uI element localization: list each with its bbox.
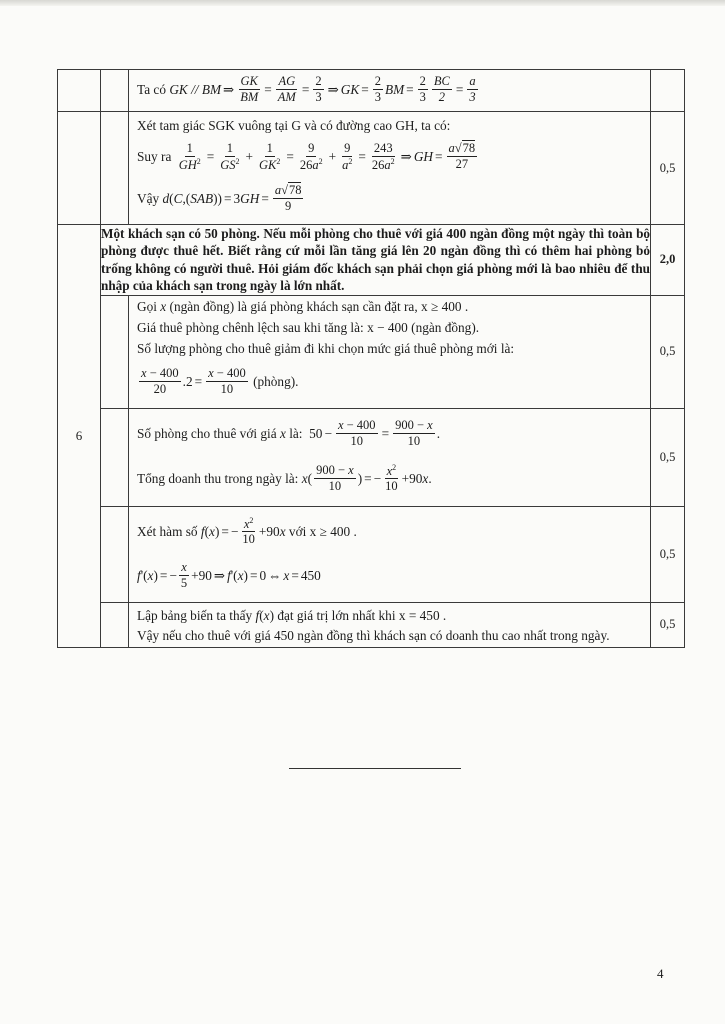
- question-number-cell: 6: [58, 225, 101, 648]
- step-cell: [101, 70, 129, 112]
- points-cell: [651, 70, 685, 112]
- table-row: [58, 506, 685, 602]
- triangle-intro: Xét tam giác SGK vuông tại G và có đường cao GH, ta có:: [137, 117, 451, 133]
- table-row: [58, 225, 685, 296]
- points-cell: 2,0: [651, 225, 685, 296]
- formula-distance: Vậy d ( C ,( SAB )) = 3 GH = $\frac{a√78}{9}$: [137, 183, 302, 214]
- step-cell: [101, 602, 129, 647]
- table-row: [58, 70, 685, 112]
- formula-revenue: Tổng doanh thu trong ngày là: x ( $\frac{900 - x}{10}$ ) = − $\frac{x^2}{10}$ +90 x .: [137, 462, 432, 494]
- variable-definition: Gọi x (ngàn đồng) là giá phòng khách sạn cần đặt ra, x ≥ 400 .: [137, 299, 469, 315]
- formula-function: Xét hàm số f ( x ) = − $\frac{x^2}{10}$ +90 x với x ≥ 400 .: [137, 515, 357, 547]
- end-divider: [289, 768, 461, 769]
- points-cell: 0,5: [651, 112, 685, 225]
- answer-content-cell: [129, 112, 651, 225]
- step-cell: [101, 506, 129, 602]
- answer-content-cell: [129, 70, 651, 112]
- question-number-cell: [58, 70, 101, 112]
- answer-key-table: [57, 69, 685, 648]
- step-cell: [101, 408, 129, 506]
- formula-gk-bm: Ta có GK // BM ⇒ $\frac{GK}{BM}$ = $\frac{AG}{AM}$ = $\frac{2}{3}$ ⇒ GK = $\frac{2}{3}$ BM = $\frac{2}{3}$ $\frac{BC}{2}$ = $\frac{a}{3}$: [137, 74, 476, 105]
- answer-content-cell: [129, 295, 651, 408]
- answer-content-cell: [129, 408, 651, 506]
- price-difference: Giá thuê phòng chênh lệch sau khi tăng là: x − 400 (ngàn đồng).: [137, 320, 480, 336]
- final-conclusion: Vậy nếu cho thuê với giá 450 ngàn đồng thì khách sạn có doanh thu cao nhất trong ngày.: [137, 627, 610, 643]
- variation-table-result: Lập bảng biến ta thấy f ( x ) đạt giá trị lớn nhất khi x = 450 .: [137, 608, 447, 624]
- points-cell: 0,5: [651, 602, 685, 647]
- table-row: [58, 295, 685, 408]
- answer-content-cell: [129, 506, 651, 602]
- formula-rooms-decrease: $\frac{x - 400}{20}$ .2 = $\frac{x - 400}{10}$ (phòng).: [141, 366, 299, 396]
- step-cell: [101, 112, 129, 225]
- table-row: [58, 602, 685, 647]
- problem-statement: Một khách sạn có 50 phòng. Nếu mỗi phòng cho thuê với giá 400 ngàn đồng một ngày thì toàn bộ phòng được thuê hết. Biết rằng cứ mỗi lần tăng giá lên 20 ngàn đồng thì có thêm hai phòng bỏ trống không có người thuê. Hỏi giám đốc khách sạn phải chọn giá phòng mới là bao nhiêu để thu nhập của khách sạn trong ngày là lớn nhất.: [101, 226, 650, 294]
- points-cell: 0,5: [651, 506, 685, 602]
- page-number: 4: [657, 966, 664, 981]
- question-number-cell: [58, 112, 101, 225]
- formula-gh: Suy ra $\frac{1}{GH^2}$ = $\frac{1}{GS^2}$ + $\frac{1}{GK^2}$ = $\frac{9}{26a^2}$ + $\frac{9}{a^2}$ = $\frac{243}{26a^2}$ ⇒ GH = $\frac{a√78}{27}$: [137, 140, 476, 172]
- step-cell: [101, 295, 129, 408]
- scan-top-edge: [0, 0, 725, 6]
- table-row: [58, 112, 685, 225]
- points-cell: 0,5: [651, 408, 685, 506]
- formula-derivative: f '( x ) = − $\frac{x}{5}$ +90 ⇒ f '( x ) = 0 ⇔ x = 450: [137, 560, 321, 590]
- points-cell: 0,5: [651, 295, 685, 408]
- answer-content-cell: [129, 602, 651, 647]
- formula-rooms-rented: Số phòng cho thuê với giá x là: 50 − $\frac{x - 400}{10}$ = $\frac{900 - x}{10}$ .: [137, 418, 441, 448]
- rooms-decrease-text: Số lượng phòng cho thuê giảm đi khi chọn mức giá thuê phòng mới là:: [137, 341, 515, 357]
- table-row: [58, 408, 685, 506]
